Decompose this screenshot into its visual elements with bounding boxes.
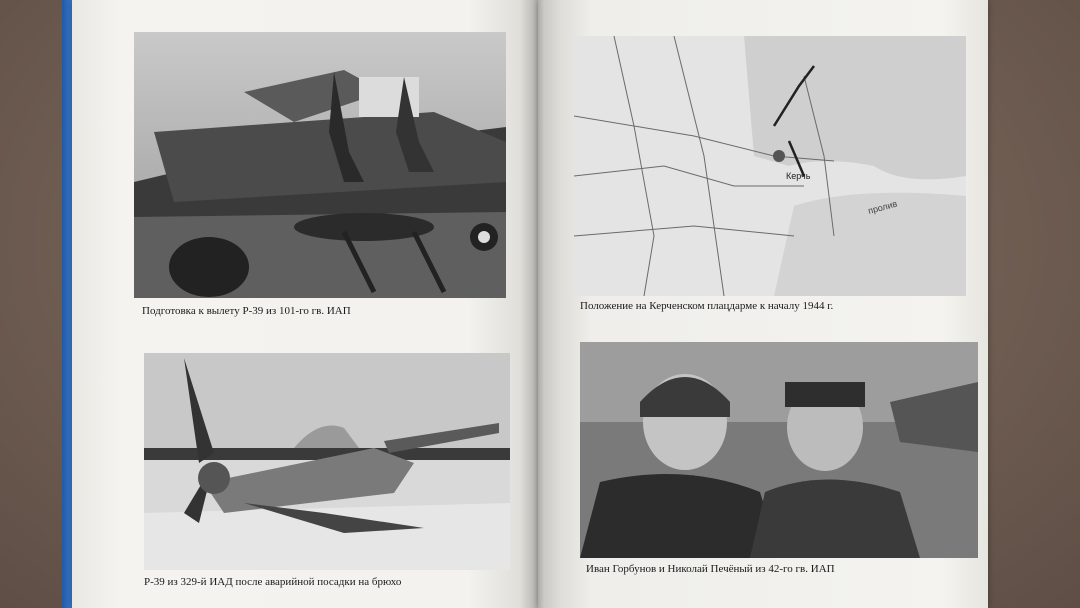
- map-label-city: Керчь: [786, 171, 811, 181]
- map-label-strait: пролив: [866, 198, 899, 216]
- caption-pilots: Иван Горбунов и Николай Печёный из 42-го гв. ИАП: [586, 563, 835, 575]
- caption-aircraft-preparation: Подготовка к вылету Р-39 из 101-го гв. ИАП: [142, 305, 351, 317]
- map-kerch-bridgehead: [574, 36, 966, 296]
- caption-map: Положение на Керченском плацдарме к началу 1944 г.: [580, 300, 834, 312]
- left-page: [72, 0, 538, 608]
- photo-belly-landing: [144, 353, 510, 570]
- right-page: [538, 0, 988, 608]
- book-spine-shadow: [520, 0, 560, 608]
- photo-pilots: [580, 342, 978, 558]
- photo-aircraft-preparation: [134, 32, 506, 298]
- caption-belly-landing: Р-39 из 329-й ИАД после аварийной посадки на брюхо: [144, 576, 402, 588]
